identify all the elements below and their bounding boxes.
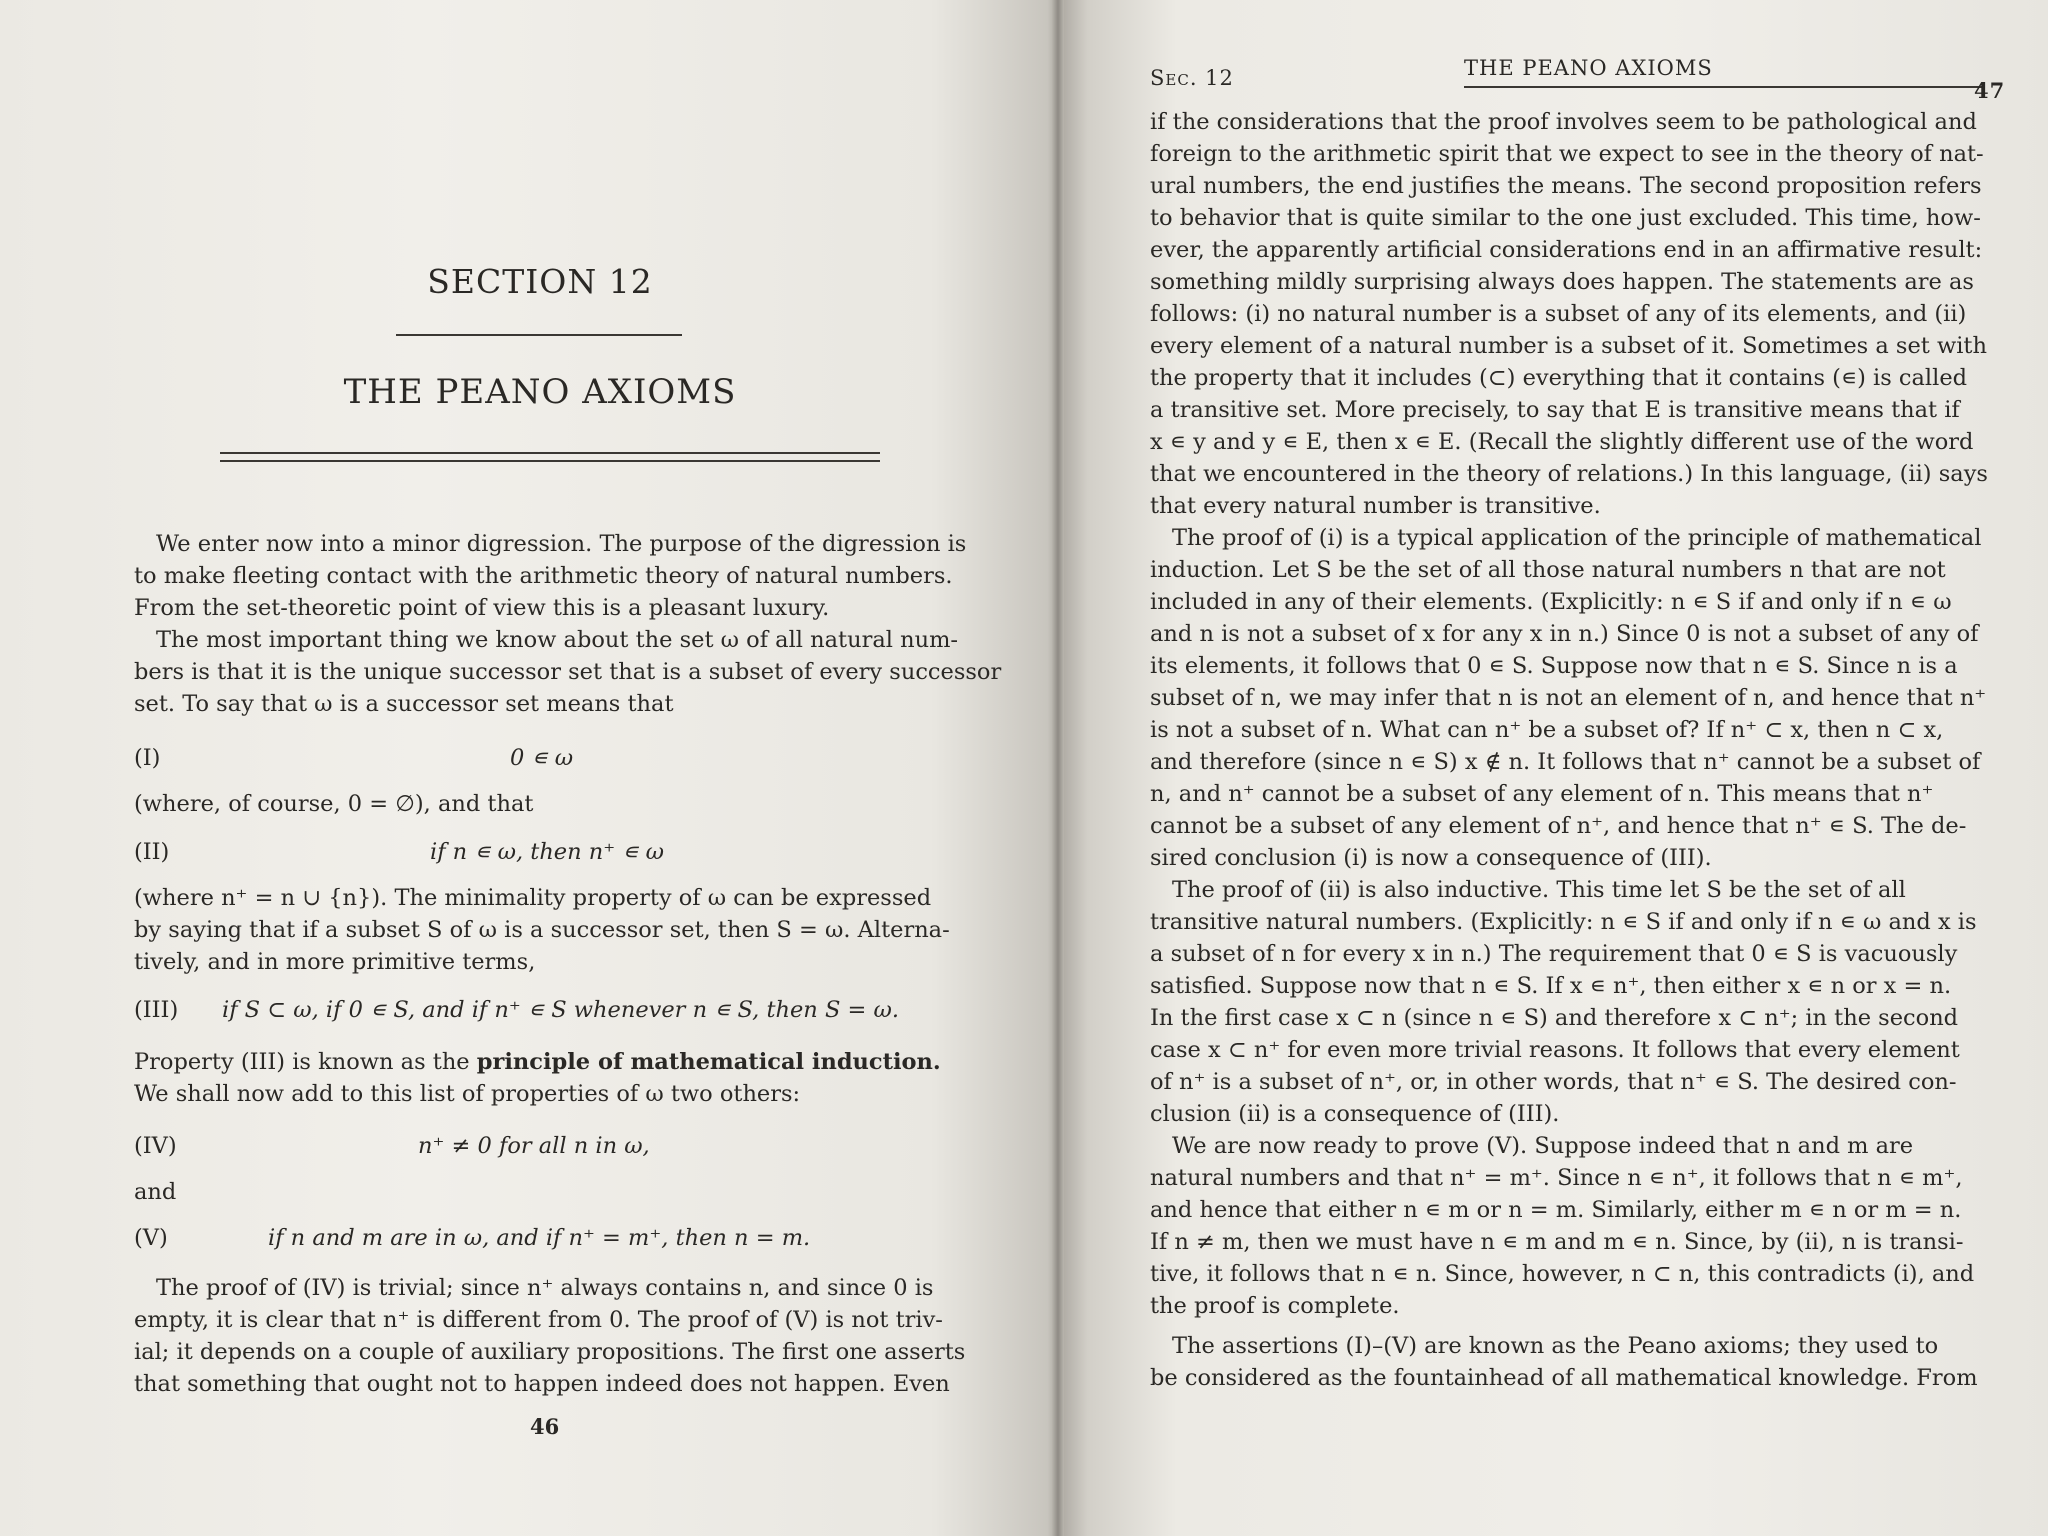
text-line: and therefore (since n ∊ S) x ∉ n. It follows that n⁺ cannot be a subset of (1150, 749, 1981, 775)
book-gutter (1052, 0, 1064, 1536)
text-line: every element of a natural number is a subset of it. Sometimes a set with (1150, 333, 1987, 359)
text-line: is not a subset of n. What can n⁺ be a subset of? If n⁺ ⊂ x, then n ⊂ x, (1150, 717, 1944, 743)
text-line: its elements, it follows that 0 ∊ S. Suppose now that n ∊ S. Since n is a (1150, 653, 1958, 679)
text-line: The proof of (i) is a typical application of the principle of mathematical (1172, 525, 1982, 551)
text-line: x ∊ y and y ∊ E, then x ∊ E. (Recall the slightly different use of the word (1150, 429, 1974, 455)
text-line: The proof of (ii) is also inductive. This time let S be the set of all (1172, 877, 1906, 903)
axiom-label: (IV) (134, 1133, 177, 1159)
text-line: bers is that it is the unique successor set that is a subset of every successor (134, 659, 1002, 685)
text-line: the property that it includes (⊂) everything that it contains (∊) is called (1150, 365, 1968, 391)
title-rule (396, 334, 682, 336)
text-line: We enter now into a minor digression. The purpose of the digression is (156, 531, 967, 557)
text-line: to behavior that is quite similar to the one just excluded. This time, how- (1150, 205, 1981, 231)
text-line: foreign to the arithmetic spirit that we expect to see in the theory of nat- (1150, 141, 1984, 167)
text-line: by saying that if a subset S of ω is a successor set, then S = ω. Alterna- (134, 917, 950, 943)
text-line: tive, it follows that n ∊ n. Since, however, n ⊂ n, this contradicts (i), and (1150, 1261, 1975, 1287)
text-line: The most important thing we know about the set ω of all natural num- (156, 627, 959, 653)
axiom-formula: 0 ∊ ω (510, 745, 574, 771)
right-page (1058, 0, 2048, 1536)
property-line (134, 1048, 941, 1076)
property-prefix: Property (III) is known as the (134, 1049, 477, 1075)
axiom-label: (II) (134, 839, 170, 865)
text-line: The proof of (IV) is trivial; since n⁺ always contains n, and since 0 is (156, 1275, 934, 1301)
text-line: subset of n, we may infer that n is not an element of n, and hence that n⁺ (1150, 685, 1987, 711)
induction-term: principle of mathematical induction. (476, 1049, 941, 1075)
text-line: clusion (ii) is a consequence of (III). (1150, 1101, 1560, 1127)
text-line: a transitive set. More precisely, to say that E is transitive means that if (1150, 397, 1960, 423)
text-line: set. To say that ω is a successor set means that (134, 691, 674, 717)
text-line: We shall now add to this list of properties of ω two others: (134, 1081, 801, 1107)
text-line: We are now ready to prove (V). Suppose indeed that n and m are (1172, 1133, 1914, 1159)
text-line: to make fleeting contact with the arithmetic theory of natural numbers. (134, 563, 953, 589)
text-line: The assertions (I)–(V) are known as the Peano axioms; they used to (1172, 1333, 1939, 1359)
page-number-left: 46 (530, 1414, 560, 1439)
text-line: empty, it is clear that n⁺ is different from 0. The proof of (V) is not triv- (134, 1307, 943, 1333)
text-line: (where, of course, 0 = ∅), and that (134, 791, 534, 817)
header-rule (1464, 86, 1984, 88)
text-line: something mildly surprising always does happen. The statements are as (1150, 269, 1974, 295)
text-line: and (134, 1179, 177, 1205)
text-line: and hence that either n ∊ m or n = m. Similarly, either m ∊ n or m = n. (1150, 1197, 1962, 1223)
text-line: In the first case x ⊂ n (since n ∊ S) and therefore x ⊂ n⁺; in the second (1150, 1005, 1959, 1031)
text-line: a subset of n for every x in n.) The requirement that 0 ∊ S is vacuously (1150, 941, 1958, 967)
text-line: (where n⁺ = n ∪ {n}). The minimality property of ω can be expressed (134, 885, 932, 911)
text-line: case x ⊂ n⁺ for even more trivial reasons. It follows that every element (1150, 1037, 1960, 1063)
text-line: be considered as the fountainhead of all mathematical knowledge. From (1150, 1365, 1978, 1391)
text-line: If n ≠ m, then we must have n ∊ m and m ∊ n. Since, by (ii), n is transi- (1150, 1229, 1964, 1255)
text-line: From the set-theoretic point of view this is a pleasant luxury. (134, 595, 830, 621)
text-line: sired conclusion (i) is now a consequence of (III). (1150, 845, 1712, 871)
text-line: that every natural number is transitive. (1150, 493, 1601, 519)
page-number-right: 47 (1974, 78, 2006, 103)
axiom-label: (III) (134, 997, 179, 1023)
text-line: that something that ought not to happen indeed does not happen. Even (134, 1371, 950, 1397)
text-line: tively, and in more primitive terms, (134, 949, 536, 975)
text-line: and n is not a subset of x for any x in n.) Since 0 is not a subset of any of (1150, 621, 1979, 647)
text-line: ural numbers, the end justifies the means. The second proposition refers (1150, 173, 1982, 199)
axiom-formula: if n and m are in ω, and if n⁺ = m⁺, then n = m. (268, 1225, 811, 1251)
text-line: natural numbers and that n⁺ = m⁺. Since n ∊ n⁺, it follows that n ∊ m⁺, (1150, 1165, 1963, 1191)
section-reference: Sec. 12 (1150, 66, 1234, 90)
chapter-title: THE PEANO AXIOMS (343, 372, 737, 412)
section-label: SECTION 12 (427, 262, 653, 301)
running-title: THE PEANO AXIOMS (1464, 56, 1713, 80)
text-line: the proof is complete. (1150, 1293, 1400, 1319)
text-line: induction. Let S be the set of all those natural numbers n that are not (1150, 557, 1946, 583)
text-line: follows: (i) no natural number is a subset of any of its elements, and (ii) (1150, 301, 1967, 327)
text-line: that we encountered in the theory of relations.) In this language, (ii) says (1150, 461, 1988, 487)
axiom-formula: n⁺ ≠ 0 for all n in ω, (418, 1133, 650, 1159)
text-line: cannot be a subset of any element of n⁺, and hence that n⁺ ∊ S. The de- (1150, 813, 1967, 839)
text-line: ial; it depends on a couple of auxiliary propositions. The first one asserts (134, 1339, 966, 1365)
text-line: included in any of their elements. (Explicitly: n ∊ S if and only if n ∊ ω (1150, 589, 1952, 615)
text-line: if the considerations that the proof involves seem to be pathological and (1150, 109, 1977, 135)
text-line: satisfied. Suppose now that n ∊ S. If x ∊ n⁺, then either x ∊ n or x = n. (1150, 973, 1952, 999)
text-line: transitive natural numbers. (Explicitly: n ∊ S if and only if n ∊ ω and x is (1150, 909, 1977, 935)
text-line: ever, the apparently artificial considerations end in an affirmative result: (1150, 237, 1983, 263)
axiom-label: (V) (134, 1225, 168, 1251)
axiom-formula: if n ∊ ω, then n⁺ ∊ ω (430, 839, 664, 865)
title-double-rule (220, 452, 880, 462)
text-line: of n⁺ is a subset of n⁺, or, in other words, that n⁺ ∊ S. The desired con- (1150, 1069, 1957, 1095)
text-line: n, and n⁺ cannot be a subset of any element of n. This means that n⁺ (1150, 781, 1934, 807)
axiom-label: (I) (134, 745, 161, 771)
axiom-formula: if S ⊂ ω, if 0 ∊ S, and if n⁺ ∊ S whenever n ∊ S, then S = ω. (222, 997, 900, 1023)
